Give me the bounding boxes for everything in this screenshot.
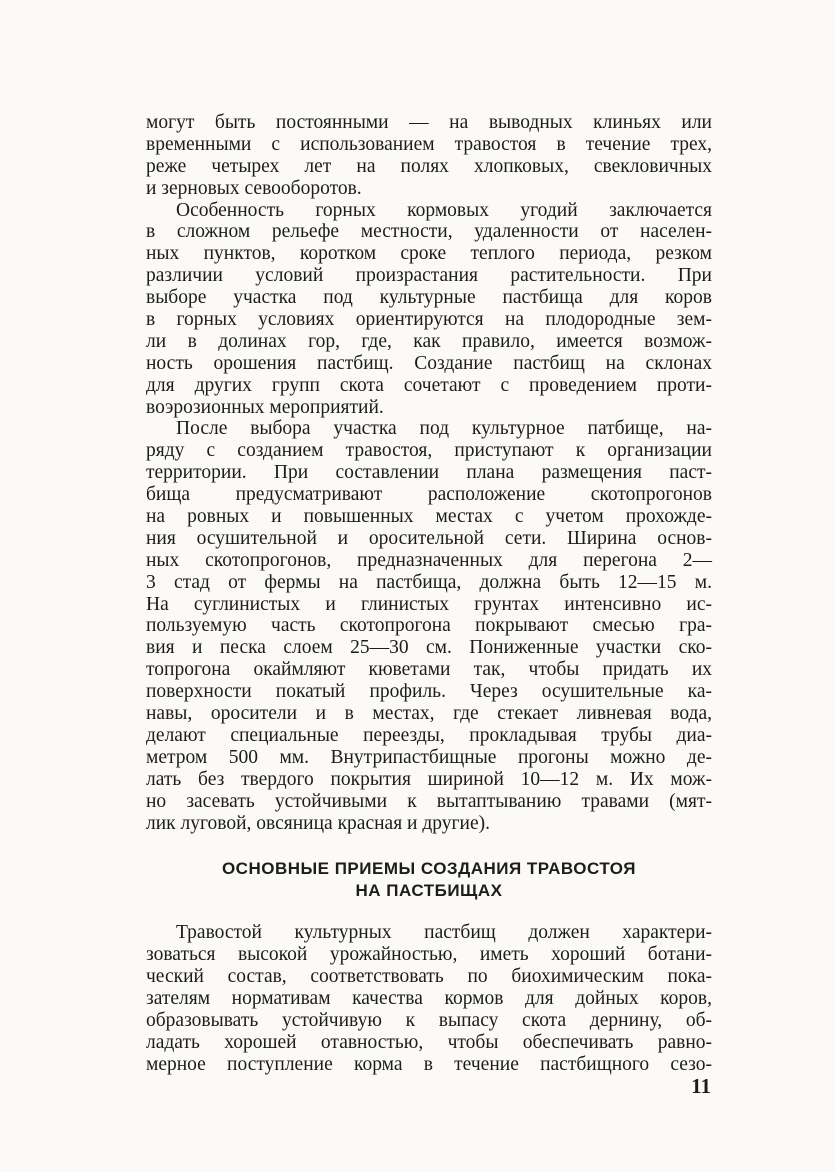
paragraph-2	[146, 200, 712, 419]
text-line: могут быть постоянными — на выводных клиньях или	[146, 112, 712, 133]
text-line: метром 500 мм. Внутрипастбищные прогоны можно де-	[146, 746, 712, 768]
text-line: ли в долинах гор, где, как правило, имеется возмож-	[146, 330, 712, 352]
page-body	[146, 112, 712, 1076]
text-line: реже четырех лет на полях хлопковых, свекловичных	[146, 155, 712, 177]
section-heading-line-2: НА ПАСТБИЩАХ	[355, 881, 503, 901]
text-line: территории. При составлении плана размещения паст-	[146, 462, 712, 484]
text-line: временными с использованием травостоя в течение трех,	[146, 133, 712, 155]
text-line: и зерновых севооборотов.	[146, 177, 362, 199]
text-line: различии условий произрастания растительности. При	[146, 265, 712, 287]
text-line: ных скотопрогонов, предназначенных для перегона 2—	[146, 549, 712, 571]
text-line: лать без твердого покрытия шириной 10—12 м. Их мож-	[146, 768, 712, 790]
text-line: ния осушительной и оросительной сети. Ширина основ-	[146, 527, 712, 549]
text-line: лик луговой, овсяница красная и другие).	[146, 812, 490, 834]
text-line: После выбора участка под культурное патбище, на-	[176, 418, 712, 440]
text-line: в горных условиях ориентируются на плодородные зем-	[146, 309, 712, 331]
text-line: поверхности покатый профиль. Через осушительные ка-	[146, 681, 712, 703]
text-line: выборе участка под культурные пастбища для коров	[146, 287, 712, 309]
text-line: зоваться высокой урожайностью, иметь хороший ботани-	[146, 944, 712, 966]
text-line: ряду с созданием травостоя, приступают к организации	[146, 440, 712, 462]
paragraph-1	[146, 112, 712, 200]
text-line: зателям нормативам качества кормов для дойных коров,	[146, 988, 712, 1010]
text-line: ных пунктов, коротком сроке теплого периода, резком	[146, 243, 712, 265]
text-line: топрогона окаймляют кюветами так, чтобы придать их	[146, 659, 712, 681]
section-heading	[146, 858, 712, 902]
text-line: бища предусматривают расположение скотопрогонов	[146, 484, 712, 506]
text-line: 3 стад от фермы на пастбища, должна быть 12—15 м.	[146, 571, 712, 593]
text-line: воэрозионных мероприятий.	[146, 396, 384, 418]
text-line: Особенность горных кормовых угодий заключается	[176, 199, 712, 221]
text-line: навы, оросители и в местах, где стекает ливневая вода,	[146, 703, 712, 725]
text-line: На суглинистых и глинистых грунтах интенсивно ис-	[146, 593, 712, 615]
text-line: Травостой культурных пастбищ должен характери-	[176, 922, 712, 944]
text-line: ческий состав, соответствовать по биохимическим пока-	[146, 966, 712, 988]
text-line: пользуемую часть скотопрогона покрывают смесью гра-	[146, 615, 712, 637]
page-number: 11	[691, 1074, 711, 1098]
paragraph-3	[146, 418, 712, 834]
text-line: мерное поступление корма в течение пастбищного сезо-	[146, 1053, 712, 1075]
paragraph-4	[146, 922, 712, 1075]
text-line: но засевать устойчивыми к вытаптыванию травами (мят-	[146, 790, 712, 812]
text-line: ладать хорошей отавностью, чтобы обеспечивать равно-	[146, 1031, 712, 1053]
text-line: на ровных и повышенных местах с учетом прохожде-	[146, 506, 712, 528]
text-line: вия и песка слоем 25—30 см. Пониженные участки ско-	[146, 637, 712, 659]
text-line: ность орошения пастбищ. Создание пастбищ на склонах	[146, 352, 712, 374]
text-line: образовывать устойчивую к выпасу скота дернину, об-	[146, 1009, 712, 1031]
text-line: для других групп скота сочетают с проведением проти-	[146, 374, 712, 396]
text-line: делают специальные переезды, прокладывая трубы диа-	[146, 724, 712, 746]
section-heading-line-1: ОСНОВНЫЕ ПРИЕМЫ СОЗДАНИЯ ТРАВОСТОЯ	[221, 859, 637, 879]
text-line: в сложном рельефе местности, удаленности от населен-	[146, 221, 712, 243]
